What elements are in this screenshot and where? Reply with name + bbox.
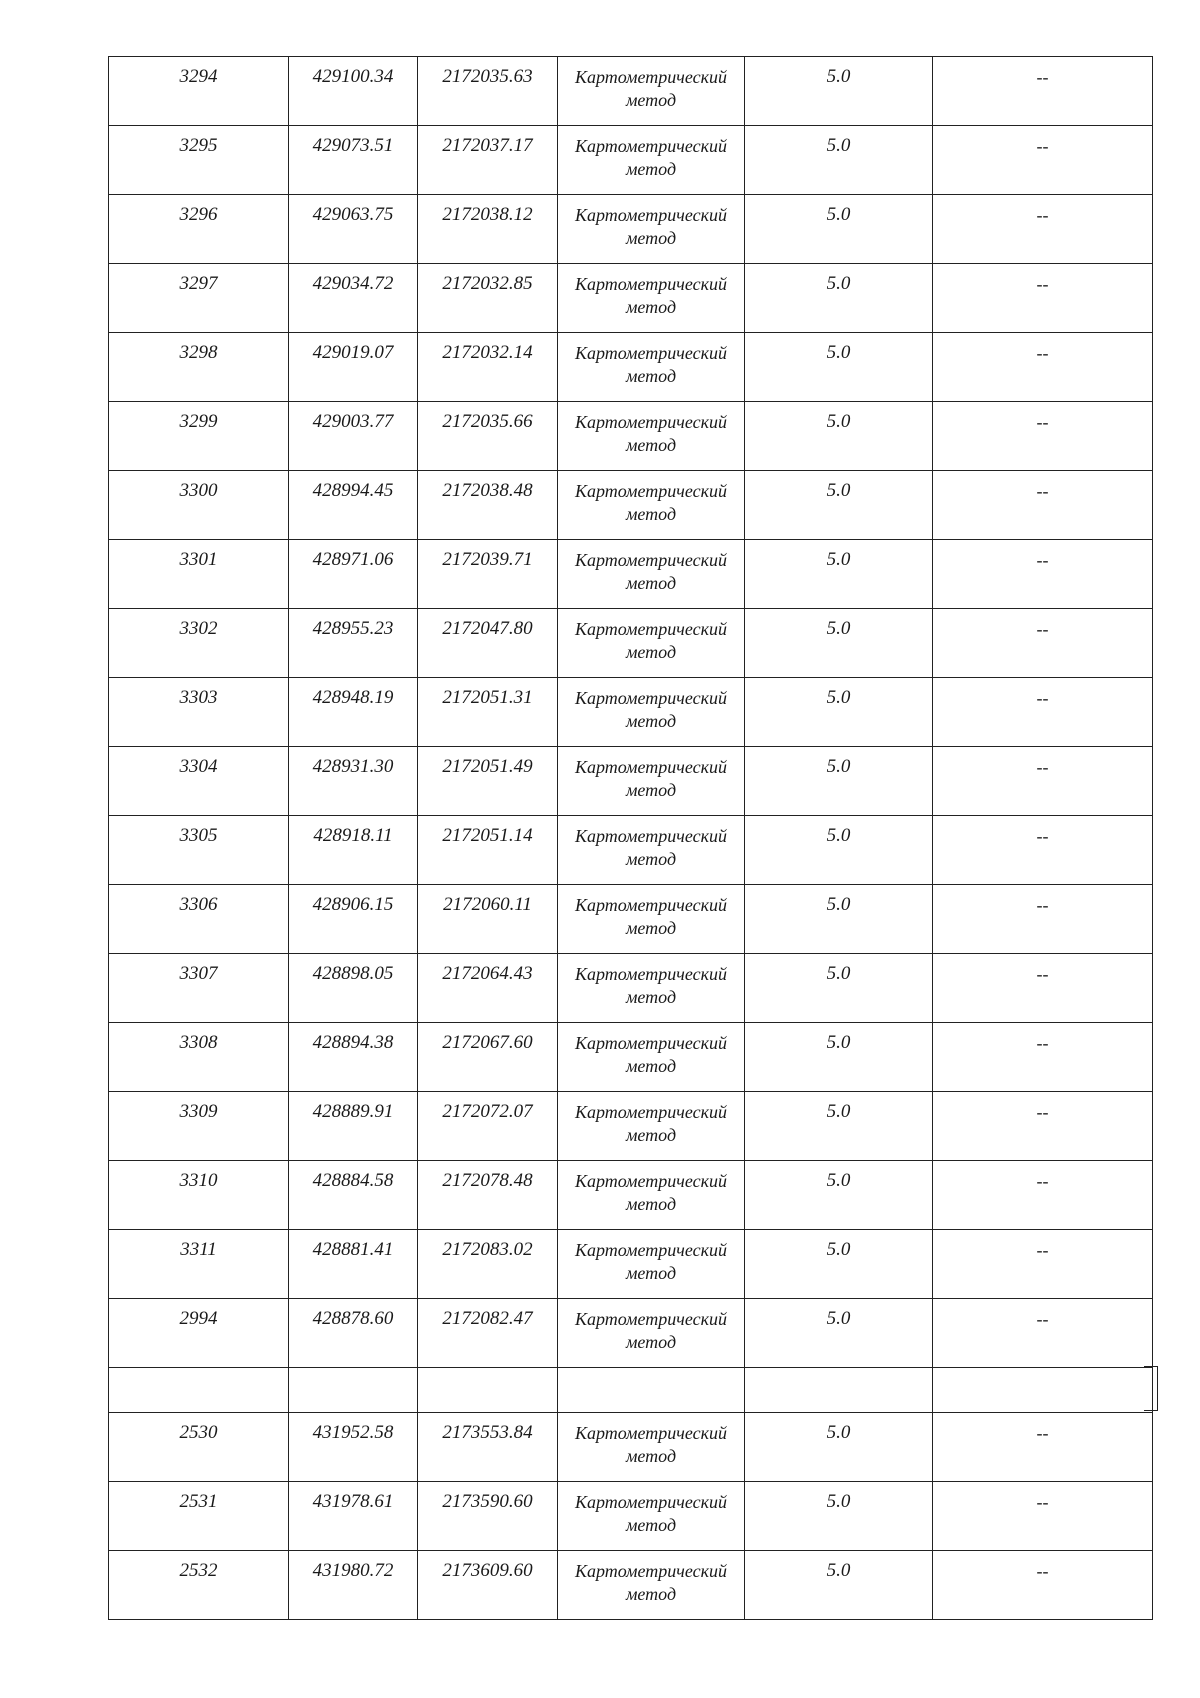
note-cell: -- xyxy=(933,816,1153,885)
x-coordinate-cell: 428881.41 xyxy=(289,1230,418,1299)
y-coordinate-cell: 2172078.48 xyxy=(418,1161,558,1230)
y-coordinate-cell xyxy=(418,1368,558,1413)
point-number-cell: 3302 xyxy=(109,609,289,678)
method-cell: Картометрический метод xyxy=(558,1230,745,1299)
point-number-cell: 3303 xyxy=(109,678,289,747)
y-coordinate-cell: 2172047.80 xyxy=(418,609,558,678)
y-coordinate-cell: 2172082.47 xyxy=(418,1299,558,1368)
point-number-cell: 2531 xyxy=(109,1482,289,1551)
method-cell: Картометрический метод xyxy=(558,471,745,540)
y-coordinate-cell: 2172060.11 xyxy=(418,885,558,954)
method-cell: Картометрический метод xyxy=(558,609,745,678)
note-cell: -- xyxy=(933,126,1153,195)
method-cell: Картометрический метод xyxy=(558,195,745,264)
table-row xyxy=(109,1023,1153,1092)
note-cell: -- xyxy=(933,1023,1153,1092)
accuracy-cell: 5.0 xyxy=(745,885,933,954)
method-cell: Картометрический метод xyxy=(558,333,745,402)
method-cell: Картометрический метод xyxy=(558,1023,745,1092)
y-coordinate-cell: 2172032.14 xyxy=(418,333,558,402)
x-coordinate-cell: 429019.07 xyxy=(289,333,418,402)
x-coordinate-cell: 429100.34 xyxy=(289,57,418,126)
empty-row-border-stub xyxy=(1144,1366,1158,1411)
note-cell xyxy=(933,1368,1153,1413)
accuracy-cell: 5.0 xyxy=(745,1551,933,1620)
x-coordinate-cell: 431952.58 xyxy=(289,1413,418,1482)
note-cell: -- xyxy=(933,747,1153,816)
x-coordinate-cell: 431980.72 xyxy=(289,1551,418,1620)
method-cell: Картометрический метод xyxy=(558,1161,745,1230)
method-cell: Картометрический метод xyxy=(558,678,745,747)
method-cell xyxy=(558,1368,745,1413)
note-cell: -- xyxy=(933,885,1153,954)
accuracy-cell xyxy=(745,1368,933,1413)
accuracy-cell: 5.0 xyxy=(745,57,933,126)
point-number-cell: 3305 xyxy=(109,816,289,885)
accuracy-cell: 5.0 xyxy=(745,264,933,333)
method-cell: Картометрический метод xyxy=(558,1482,745,1551)
x-coordinate-cell: 431978.61 xyxy=(289,1482,418,1551)
table-body xyxy=(109,57,1153,1620)
note-cell: -- xyxy=(933,1551,1153,1620)
x-coordinate-cell: 428884.58 xyxy=(289,1161,418,1230)
y-coordinate-cell: 2172051.49 xyxy=(418,747,558,816)
point-number-cell: 3297 xyxy=(109,264,289,333)
note-cell: -- xyxy=(933,264,1153,333)
accuracy-cell: 5.0 xyxy=(745,954,933,1023)
accuracy-cell: 5.0 xyxy=(745,471,933,540)
method-cell: Картометрический метод xyxy=(558,1413,745,1482)
accuracy-cell: 5.0 xyxy=(745,1299,933,1368)
table-row xyxy=(109,609,1153,678)
accuracy-cell: 5.0 xyxy=(745,1413,933,1482)
x-coordinate-cell: 429063.75 xyxy=(289,195,418,264)
coordinates-table xyxy=(108,56,1153,1620)
note-cell: -- xyxy=(933,954,1153,1023)
x-coordinate-cell: 428948.19 xyxy=(289,678,418,747)
point-number-cell: 3310 xyxy=(109,1161,289,1230)
y-coordinate-cell: 2173553.84 xyxy=(418,1413,558,1482)
y-coordinate-cell: 2172035.63 xyxy=(418,57,558,126)
y-coordinate-cell: 2172064.43 xyxy=(418,954,558,1023)
table-row xyxy=(109,885,1153,954)
point-number-cell: 3304 xyxy=(109,747,289,816)
point-number-cell: 3299 xyxy=(109,402,289,471)
accuracy-cell: 5.0 xyxy=(745,195,933,264)
note-cell: -- xyxy=(933,1413,1153,1482)
table-row xyxy=(109,1482,1153,1551)
table-row xyxy=(109,57,1153,126)
x-coordinate-cell: 428898.05 xyxy=(289,954,418,1023)
method-cell: Картометрический метод xyxy=(558,126,745,195)
point-number-cell: 3309 xyxy=(109,1092,289,1161)
y-coordinate-cell: 2173590.60 xyxy=(418,1482,558,1551)
accuracy-cell: 5.0 xyxy=(745,402,933,471)
method-cell: Картометрический метод xyxy=(558,816,745,885)
method-cell: Картометрический метод xyxy=(558,57,745,126)
accuracy-cell: 5.0 xyxy=(745,747,933,816)
y-coordinate-cell: 2172035.66 xyxy=(418,402,558,471)
y-coordinate-cell: 2172038.48 xyxy=(418,471,558,540)
accuracy-cell: 5.0 xyxy=(745,333,933,402)
table-row xyxy=(109,540,1153,609)
point-number-cell: 3296 xyxy=(109,195,289,264)
table-row xyxy=(109,747,1153,816)
table-row xyxy=(109,1230,1153,1299)
point-number-cell: 3295 xyxy=(109,126,289,195)
accuracy-cell: 5.0 xyxy=(745,1161,933,1230)
accuracy-cell: 5.0 xyxy=(745,126,933,195)
accuracy-cell: 5.0 xyxy=(745,678,933,747)
method-cell: Картометрический метод xyxy=(558,540,745,609)
x-coordinate-cell: 428918.11 xyxy=(289,816,418,885)
y-coordinate-cell: 2172083.02 xyxy=(418,1230,558,1299)
point-number-cell: 3294 xyxy=(109,57,289,126)
note-cell: -- xyxy=(933,57,1153,126)
y-coordinate-cell: 2172039.71 xyxy=(418,540,558,609)
x-coordinate-cell: 428955.23 xyxy=(289,609,418,678)
table-row xyxy=(109,816,1153,885)
method-cell: Картометрический метод xyxy=(558,402,745,471)
accuracy-cell: 5.0 xyxy=(745,1482,933,1551)
accuracy-cell: 5.0 xyxy=(745,816,933,885)
table-row xyxy=(109,954,1153,1023)
y-coordinate-cell: 2172072.07 xyxy=(418,1092,558,1161)
note-cell: -- xyxy=(933,1161,1153,1230)
note-cell: -- xyxy=(933,1230,1153,1299)
x-coordinate-cell: 428894.38 xyxy=(289,1023,418,1092)
y-coordinate-cell: 2172037.17 xyxy=(418,126,558,195)
table-row xyxy=(109,1413,1153,1482)
method-cell: Картометрический метод xyxy=(558,1299,745,1368)
table-row xyxy=(109,471,1153,540)
table-row xyxy=(109,1161,1153,1230)
table-row xyxy=(109,1551,1153,1620)
table-row xyxy=(109,1092,1153,1161)
point-number-cell: 3301 xyxy=(109,540,289,609)
note-cell: -- xyxy=(933,402,1153,471)
y-coordinate-cell: 2172032.85 xyxy=(418,264,558,333)
method-cell: Картометрический метод xyxy=(558,954,745,1023)
y-coordinate-cell: 2172067.60 xyxy=(418,1023,558,1092)
method-cell: Картометрический метод xyxy=(558,747,745,816)
table-row xyxy=(109,678,1153,747)
y-coordinate-cell: 2173609.60 xyxy=(418,1551,558,1620)
y-coordinate-cell: 2172051.31 xyxy=(418,678,558,747)
point-number-cell: 2994 xyxy=(109,1299,289,1368)
x-coordinate-cell: 428878.60 xyxy=(289,1299,418,1368)
point-number-cell: 2532 xyxy=(109,1551,289,1620)
point-number-cell: 3308 xyxy=(109,1023,289,1092)
table-row xyxy=(109,195,1153,264)
accuracy-cell: 5.0 xyxy=(745,1092,933,1161)
point-number-cell: 2530 xyxy=(109,1413,289,1482)
accuracy-cell: 5.0 xyxy=(745,1230,933,1299)
accuracy-cell: 5.0 xyxy=(745,609,933,678)
x-coordinate-cell: 428906.15 xyxy=(289,885,418,954)
method-cell: Картометрический метод xyxy=(558,1551,745,1620)
x-coordinate-cell: 429003.77 xyxy=(289,402,418,471)
method-cell: Картометрический метод xyxy=(558,885,745,954)
table-row xyxy=(109,264,1153,333)
x-coordinate-cell: 428889.91 xyxy=(289,1092,418,1161)
table-row xyxy=(109,1299,1153,1368)
x-coordinate-cell xyxy=(289,1368,418,1413)
x-coordinate-cell: 428994.45 xyxy=(289,471,418,540)
point-number-cell: 3300 xyxy=(109,471,289,540)
table-row xyxy=(109,1368,1153,1413)
point-number-cell: 3306 xyxy=(109,885,289,954)
note-cell: -- xyxy=(933,195,1153,264)
x-coordinate-cell: 429073.51 xyxy=(289,126,418,195)
y-coordinate-cell: 2172038.12 xyxy=(418,195,558,264)
point-number-cell: 3311 xyxy=(109,1230,289,1299)
point-number-cell: 3298 xyxy=(109,333,289,402)
note-cell: -- xyxy=(933,471,1153,540)
table-row xyxy=(109,402,1153,471)
note-cell: -- xyxy=(933,1092,1153,1161)
point-number-cell xyxy=(109,1368,289,1413)
accuracy-cell: 5.0 xyxy=(745,1023,933,1092)
x-coordinate-cell: 428931.30 xyxy=(289,747,418,816)
note-cell: -- xyxy=(933,678,1153,747)
note-cell: -- xyxy=(933,1299,1153,1368)
note-cell: -- xyxy=(933,1482,1153,1551)
note-cell: -- xyxy=(933,333,1153,402)
accuracy-cell: 5.0 xyxy=(745,540,933,609)
x-coordinate-cell: 429034.72 xyxy=(289,264,418,333)
method-cell: Картометрический метод xyxy=(558,264,745,333)
note-cell: -- xyxy=(933,540,1153,609)
y-coordinate-cell: 2172051.14 xyxy=(418,816,558,885)
method-cell: Картометрический метод xyxy=(558,1092,745,1161)
x-coordinate-cell: 428971.06 xyxy=(289,540,418,609)
table-row xyxy=(109,126,1153,195)
table-row xyxy=(109,333,1153,402)
point-number-cell: 3307 xyxy=(109,954,289,1023)
note-cell: -- xyxy=(933,609,1153,678)
